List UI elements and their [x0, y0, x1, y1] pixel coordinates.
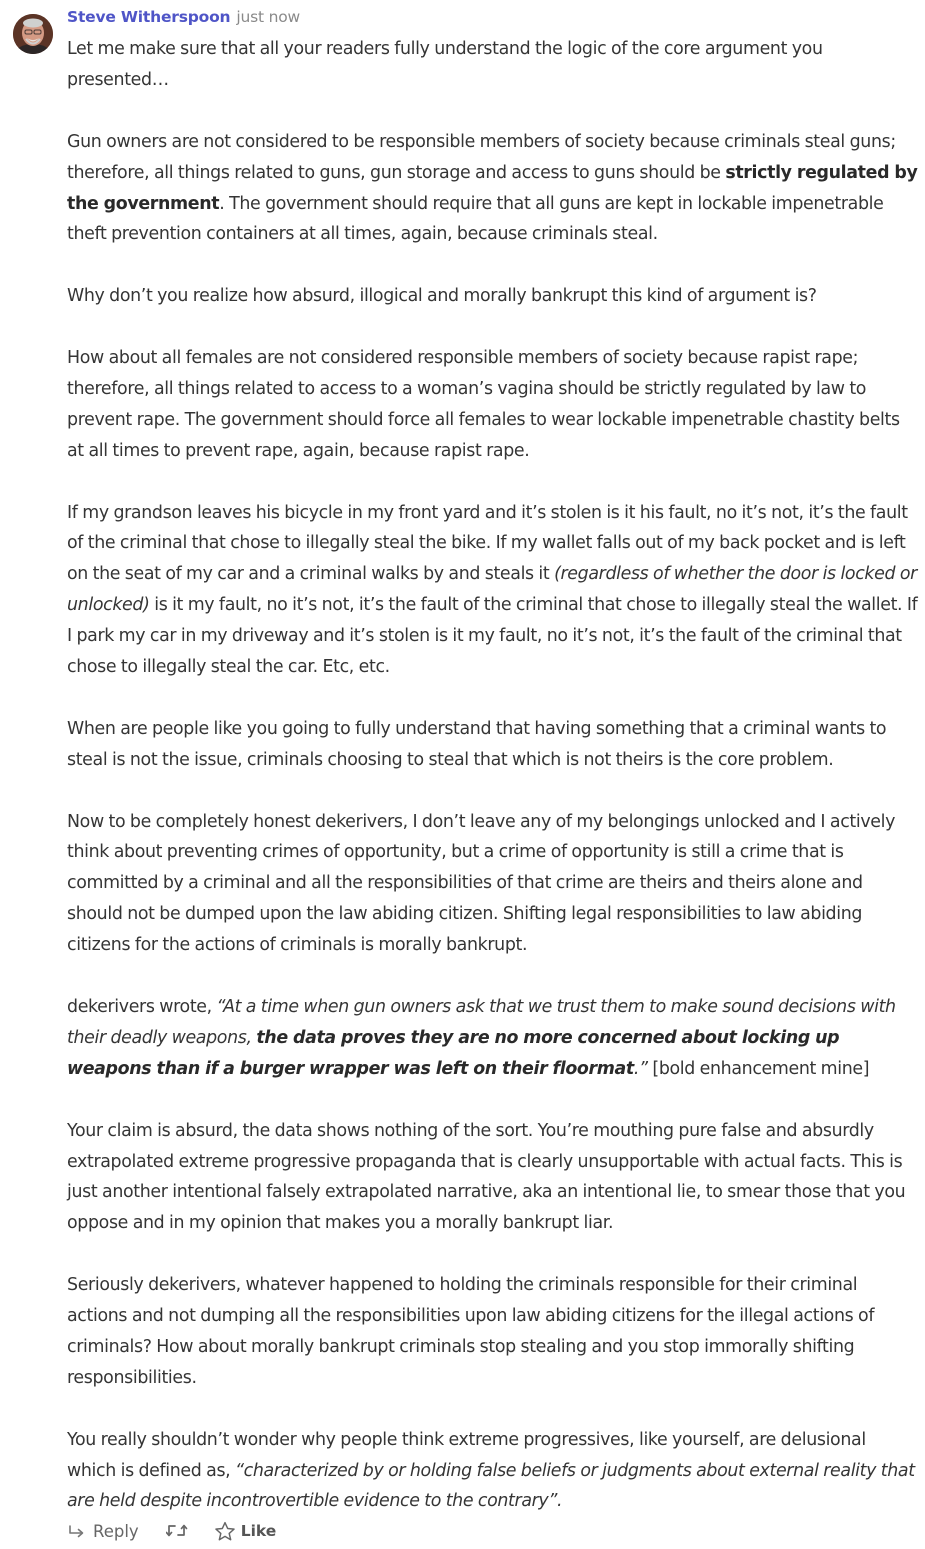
paragraph-5-text-c: is it my fault, no it’s not, it’s the fault of the criminal that chose to illegally steal the wallet. If I park my car in my driveway and it’s stolen is it my fault, no it’s not, it’s the fault of the criminal that chose to illegally steal the car. Etc, etc. [67, 595, 918, 678]
avatar-image [13, 14, 53, 54]
paragraph-11-text-a: You really shouldn’t wonder why people think extreme progressives, like yourself, are delusional which is defined as, [67, 1429, 866, 1481]
reblog-icon [166, 1521, 188, 1541]
paragraph-2-bold: strictly regulated by the government [67, 162, 918, 214]
paragraph-9-text: Your claim is absurd, the data shows nothing of the sort. You’re mouthing pure false and absurdly extrapolated extreme progressive propaganda that is clearly unsupportable with actual facts. This is just another intentional falsely extrapolated narrative, aka an intentional lie, to smear those that you oppose and in my opinion that makes you a morally bankrupt liar. [67, 1120, 906, 1234]
paragraph-6 [67, 714, 919, 776]
paragraph-11-period: . [557, 1491, 563, 1512]
paragraph-7 [67, 807, 919, 962]
quote-note: [bold enhancement mine] [647, 1058, 870, 1079]
paragraph-6-text: When are people like you going to fully understand that having something that a criminal wants to steal is not the issue, criminals choosing to steal that which is not theirs is the core problem. [67, 718, 887, 770]
paragraph-5 [67, 498, 919, 683]
paragraph-11 [67, 1425, 919, 1518]
paragraph-10-text: Seriously dekerivers, whatever happened to holding the criminals responsible for their criminal actions and not dumping all the responsibilities upon law abiding citizens for the illegal actions of criminals? How about morally bankrupt criminals stop stealing and you stop immorally shifting responsibilities. [67, 1275, 875, 1388]
avatar[interactable] [13, 14, 53, 54]
like-label: Like [240, 1522, 277, 1540]
paragraph-9 [67, 1116, 919, 1240]
comment-body [67, 34, 919, 1517]
paragraph-7-text: Now to be completely honest dekerivers, I don’t leave any of my belongings unlocked and I actively think about preventing crimes of opportunity, but a crime of opportunity is still a crime that is committed by a criminal and all the responsibilities of that crime are theirs and theirs alone and should not be dumped upon the law abiding citizen. Shifting legal responsibilities to law abiding citizens for the actions of criminals is morally bankrupt. [67, 811, 896, 956]
paragraph-4-text: How about all females are not considered responsible members of society because rapist rape; therefore, all things related to access to a woman’s vagina should be strictly regulated by law to prevent rape. The government should force all females to wear lockable impenetrable chastity belts at all times to prevent rape, again, because rapist rape. [67, 348, 900, 461]
paragraph-8-quote [67, 992, 919, 1085]
paragraph-3 [67, 281, 919, 312]
paragraph-2 [67, 127, 919, 251]
comment-actions [67, 1518, 276, 1544]
star-outline-icon [214, 1521, 236, 1542]
paragraph-10 [67, 1270, 919, 1394]
like-button[interactable] [214, 1521, 277, 1542]
reblog-button[interactable] [166, 1521, 188, 1541]
timestamp: just now [236, 8, 300, 26]
paragraph-4 [67, 343, 919, 467]
paragraph-2-text-c: . The government should require that all guns are kept in lockable impenetrable theft prevention containers at all times, again, because criminals steal. [67, 193, 884, 245]
reply-button[interactable] [67, 1522, 139, 1541]
paragraph-5-text-a: If my grandson leaves his bicycle in my front yard and it’s stolen is it his fault, no it’s not, it’s the fault of the criminal that chose to illegally steal the bike. If my wallet falls out of my back pocket and is left on the seat of my car and a criminal walks by and steals it [67, 502, 908, 585]
paragraph-1-text: Let me make sure that all your readers fully understand the logic of the core argument you presented… [67, 39, 823, 90]
paragraph-5-italic: (regardless of whether the door is locked or unlocked) [67, 564, 917, 616]
reply-arrow-icon [67, 1522, 87, 1540]
paragraph-2-text-a: Gun owners are not considered to be responsible members of society because criminals steal guns; therefore, all things related to guns, gun storage and access to guns should be [67, 131, 896, 183]
reply-label: Reply [93, 1521, 139, 1541]
paragraph-1 [67, 34, 919, 96]
quote-close: .” [633, 1058, 648, 1079]
quote-italic: “At a time when gun owners ask that we trust them to make sound decisions with their deadly weapons, [67, 996, 896, 1048]
paragraph-3-text: Why don’t you realize how absurd, illogical and morally bankrupt this kind of argument is? [67, 286, 817, 307]
quote-attribution: dekerivers wrote, [67, 996, 217, 1017]
quote-bold-italic: the data proves they are no more concerned about locking up weapons than if a burger wrapper was left on their floormat [67, 1027, 840, 1079]
author-name[interactable]: Steve Witherspoon [67, 8, 231, 26]
definition-quote: “characterized by or holding false beliefs or judgments about external reality that are held despite incontrovertible evidence to the contrary” [67, 1460, 915, 1512]
comment-header [67, 7, 300, 31]
